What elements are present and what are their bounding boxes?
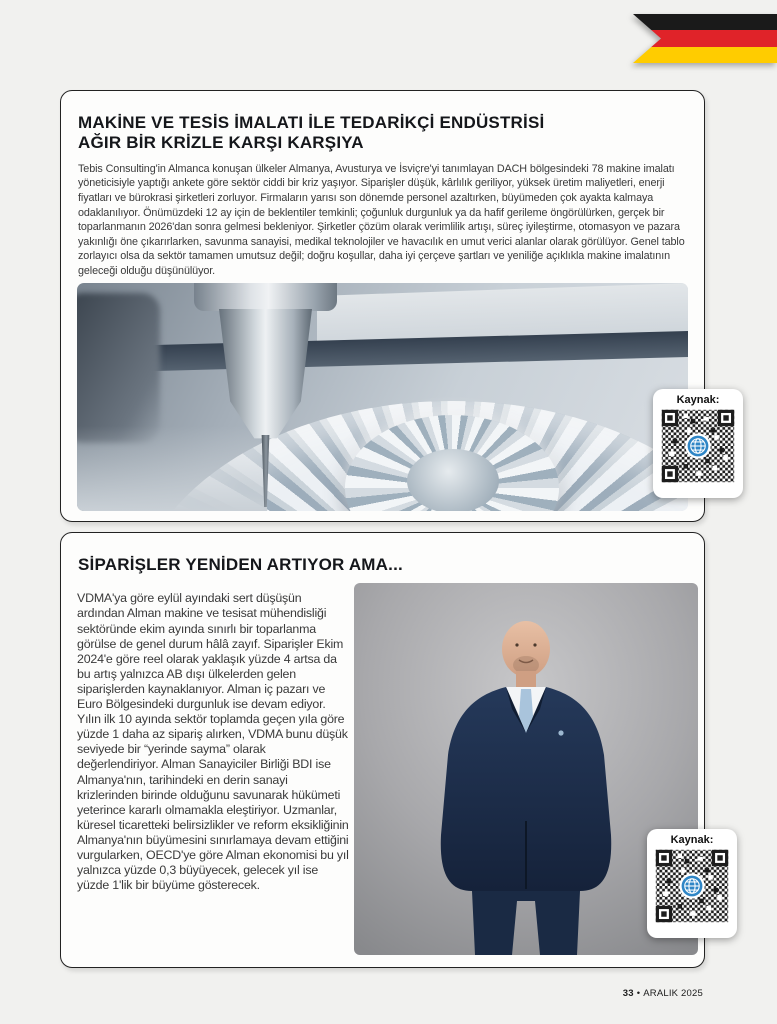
neck (516, 671, 536, 687)
article-card-machinery-crisis (60, 90, 720, 522)
page-number: 33 (622, 988, 634, 999)
article1-body: Tebis Consulting'in Almanca konuşan ülkeler Almanya, Avusturya ve İsviçre'yi tanımlayan DACH bölgesindeki 78 makine imalatı yöneticisiyle yaptığı ankete göre sektör ciddi bir kriz yaşıyor. Siparişler düşük, kârlılık geriliyor, yüksek üretim maliyetleri, enerji fiyatları ve bürokrasi şirketleri zorluyor. Firmaların yarısı son dönemde personel azaltırken, büyümeden çok ayakta kalmaya odaklanılıyor. Önümüzdeki 12 ay için de beklentiler temkinli; çoğunluk durgunluk ya da hafif gerileme öngörülürken, gerçek bir toparlanmanın 2026'dan sonra gelmesi bekleniyor. Şirketler çözüm olarak verimlilik artışı, süreç iyileştirme, otomasyon ve pazara yakınlığı öne çıkarırlarken, savunma sanayisi, medikal teknolojiler ve havacılık en umut verici alanlar olarak görülüyor. Genel tablo zorlayıcı olsa da sektör tamamen umutsuz değil; doğru koşullar, daha iyi çerçeve şartları ve yeniliğe açıklıkla makine imalatının geleceği olduğu düşünülüyor. (78, 162, 685, 277)
source-label-1: Kaynak: (676, 394, 720, 406)
article1-headline (78, 113, 544, 153)
issue-label: ARALIK 2025 (643, 988, 703, 999)
photo-foreground (77, 426, 267, 511)
article2-body: VDMA'ya göre eylül ayındaki sert düşüşün ardından Alman makine ve tesisat mühendisliği sektöründe ekim ayında sınırlı bir toparlanma görülse de genel durum hâlâ zayıf. Siparişler Ekim 2024'e göre reel olarak yaklaşık yüzde 4 artsa da bu artış yalnızca AB dışı ülkelerden gelen siparişlerden kaynaklanıyor. Alman iç pazarı ve Euro Bölgesindeki durgunluk ise devam ediyor. Yılın ilk 10 ayında sektör toplamda geçen yıla göre yüzde 1 daha az sipariş alırken, VDMA bunu düşük seviyede bir “yerinde sayma” olarak değerlendiriyor. Alman Sanayiciler Birliği BDI ise Almanya'nın, tarihindeki en derin sanayi krizlerinden birinde olduğunu savunarak hükümeti yeterince kararlı olmamakla eleştiriyor. Uzmanlar, küresel ticaretteki belirsizlikler ve reform eksikliğinin Almanya'nın büyümesini sınırlamaya devam ettiğini vurgularken, OECD'ye göre Alman ekonomisi bu yıl yalnızca yüzde 0,3 büyüyecek, gelecek yıl ise yüzde 1'lik bir büyüme gösterecek. (77, 591, 349, 893)
spindle-flange (194, 283, 337, 311)
bevel-gear-hub (407, 449, 499, 511)
qr-code-1 (660, 408, 736, 484)
source-label-2: Kaynak: (670, 834, 714, 846)
article1-headline-line2: AĞIR BİR KRİZLE KARŞI KARŞIYA (78, 133, 364, 153)
machinery-silhouette (77, 293, 160, 443)
flag-stripe-black (633, 14, 777, 30)
german-flag-ribbon (633, 14, 777, 63)
source-qr-box-1 (653, 389, 743, 498)
article-card-orders-rising (60, 532, 714, 968)
page-footer (623, 988, 703, 999)
article2-headline: SİPARİŞLER YENİDEN ARTIYOR AMA... (78, 555, 403, 575)
spindle-body (219, 309, 312, 441)
flag-stripe-gold (633, 47, 777, 63)
german-flag (633, 14, 777, 63)
article1-headline-line1: MAKİNE VE TESİS İMALATI İLE TEDARİKÇİ ENDÜSTRİSİ (78, 113, 545, 133)
qr-code-2 (654, 848, 730, 924)
flag-stripe-red (633, 30, 777, 46)
source-qr-box-2 (647, 829, 737, 938)
footer-separator: • (636, 988, 641, 999)
cnc-machining-photo (77, 283, 688, 511)
lapel-pin (558, 730, 563, 735)
